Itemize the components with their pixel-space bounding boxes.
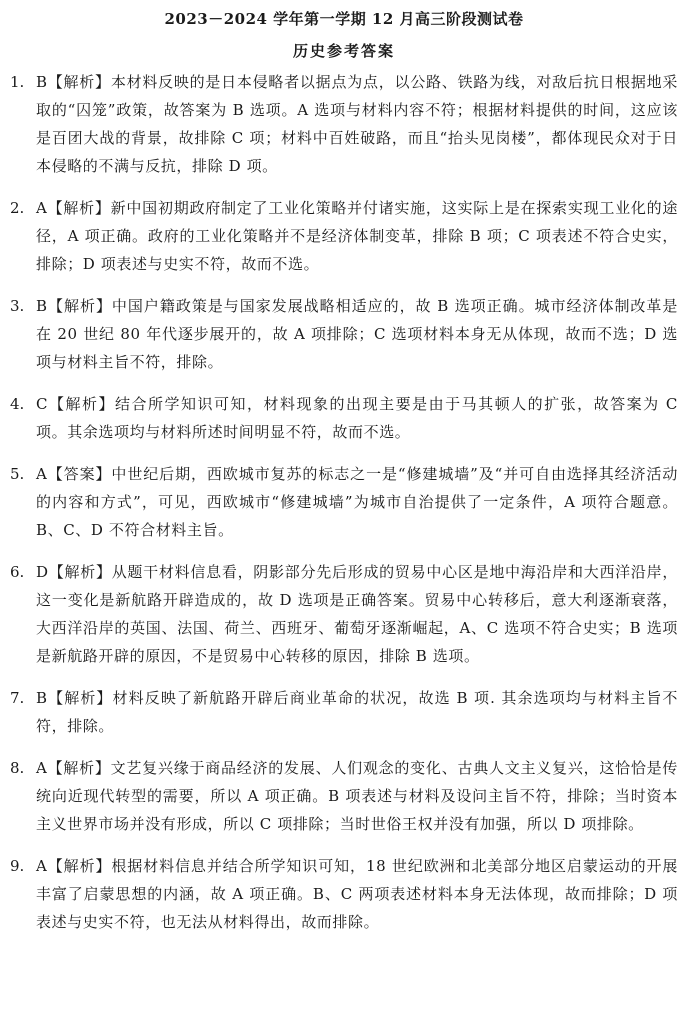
answer-text: C【解析】结合所学知识可知，材料现象的出现主要是由于马其顿人的扩张，故答案为 C 项。其余选项均与材料所述时间明显不符，故而不选。 xyxy=(36,395,678,441)
answer-number: 3. xyxy=(10,297,25,315)
answer-item-8 xyxy=(10,754,678,838)
answer-item-7 xyxy=(10,684,678,740)
answer-number: 7. xyxy=(10,689,25,707)
answer-text: A【解析】文艺复兴缘于商品经济的发展、人们观念的变化、古典人文主义复兴，这恰恰是传统向近现代转型的需要，所以 A 项正确。B 项表述与材料及设问主旨不符，排除；当时资本主义世界市场并没有形成，所以 C 项排除；当时世俗王权并没有加强，所以 D 项排除。 xyxy=(36,759,678,833)
answer-number: 8. xyxy=(10,759,25,777)
answer-text: B【解析】本材料反映的是日本侵略者以据点为点，以公路、铁路为线，对敌后抗日根据地采取的“囚笼”政策，故答案为 B 选项。A 选项与材料内容不符；根据材料提供的时间，这应该是百团大战的背景，故排除 C 项；材料中百姓破路，而且“抬头见岗楼”，都体现民众对于日本侵略的不满与反抗，排除 D 项。 xyxy=(36,73,678,175)
answer-item-5 xyxy=(10,460,678,544)
answer-list xyxy=(10,68,678,936)
answer-text: A【解析】新中国初期政府制定了工业化策略并付诸实施，这实际上是在探索实现工业化的途径，A 项正确。政府的工业化策略并不是经济体制变革，排除 B 项；C 项表述不符合史实，排除；D 项表述与史实不符，故而不选。 xyxy=(36,199,678,273)
answer-number: 9. xyxy=(10,857,25,875)
answer-number: 4. xyxy=(10,395,25,413)
answer-item-6 xyxy=(10,558,678,670)
answer-text: A【解析】根据材料信息并结合所学知识可知，18 世纪欧洲和北美部分地区启蒙运动的开展丰富了启蒙思想的内涵，故 A 项正确。B、C 两项表述材料本身无法体现，故而排除；D 项表述与史实不符，也无法从材料得出，故而排除。 xyxy=(36,857,678,931)
answer-text: A【答案】中世纪后期，西欧城市复苏的标志之一是“修建城墙”及“并可自由选择其经济活动的内容和方式”，可见，西欧城市“修建城墙”为城市自治提供了一定条件，A 项符合题意。B、C、D 不符合材料主旨。 xyxy=(36,465,678,539)
answer-text: D【解析】从题干材料信息看，阴影部分先后形成的贸易中心区是地中海沿岸和大西洋沿岸，这一变化是新航路开辟造成的，故 D 选项是正确答案。贸易中心转移后，意大利逐渐衰落，大西洋沿岸的英国、法国、荷兰、西班牙、葡萄牙逐渐崛起，A、C 选项不符合史实；B 选项是新航路开辟的原因，不是贸易中心转移的原因，排除 B 选项。 xyxy=(36,563,678,665)
page-subtitle: 历史参考答案 xyxy=(292,42,395,60)
page-title: 2023－2024 学年第一学期 12 月高三阶段测试卷 xyxy=(164,10,524,28)
answer-item-4 xyxy=(10,390,678,446)
answer-number: 6. xyxy=(10,563,25,581)
answer-item-9 xyxy=(10,852,678,936)
answer-item-3 xyxy=(10,292,678,376)
answer-item-2 xyxy=(10,194,678,278)
answer-number: 1. xyxy=(10,73,25,91)
answer-number: 2. xyxy=(10,199,25,217)
answer-text: B【解析】中国户籍政策是与国家发展战略相适应的，故 B 选项正确。城市经济体制改革是在 20 世纪 80 年代逐步展开的，故 A 项排除；C 选项材料本身无从体现，故而不选；D 选项与材料主旨不符，排除。 xyxy=(36,297,678,371)
answer-item-1 xyxy=(10,68,678,180)
answer-text: B【解析】材料反映了新航路开辟后商业革命的状况，故选 B 项. 其余选项均与材料主旨不符，排除。 xyxy=(36,689,678,735)
answer-number: 5. xyxy=(10,465,25,483)
